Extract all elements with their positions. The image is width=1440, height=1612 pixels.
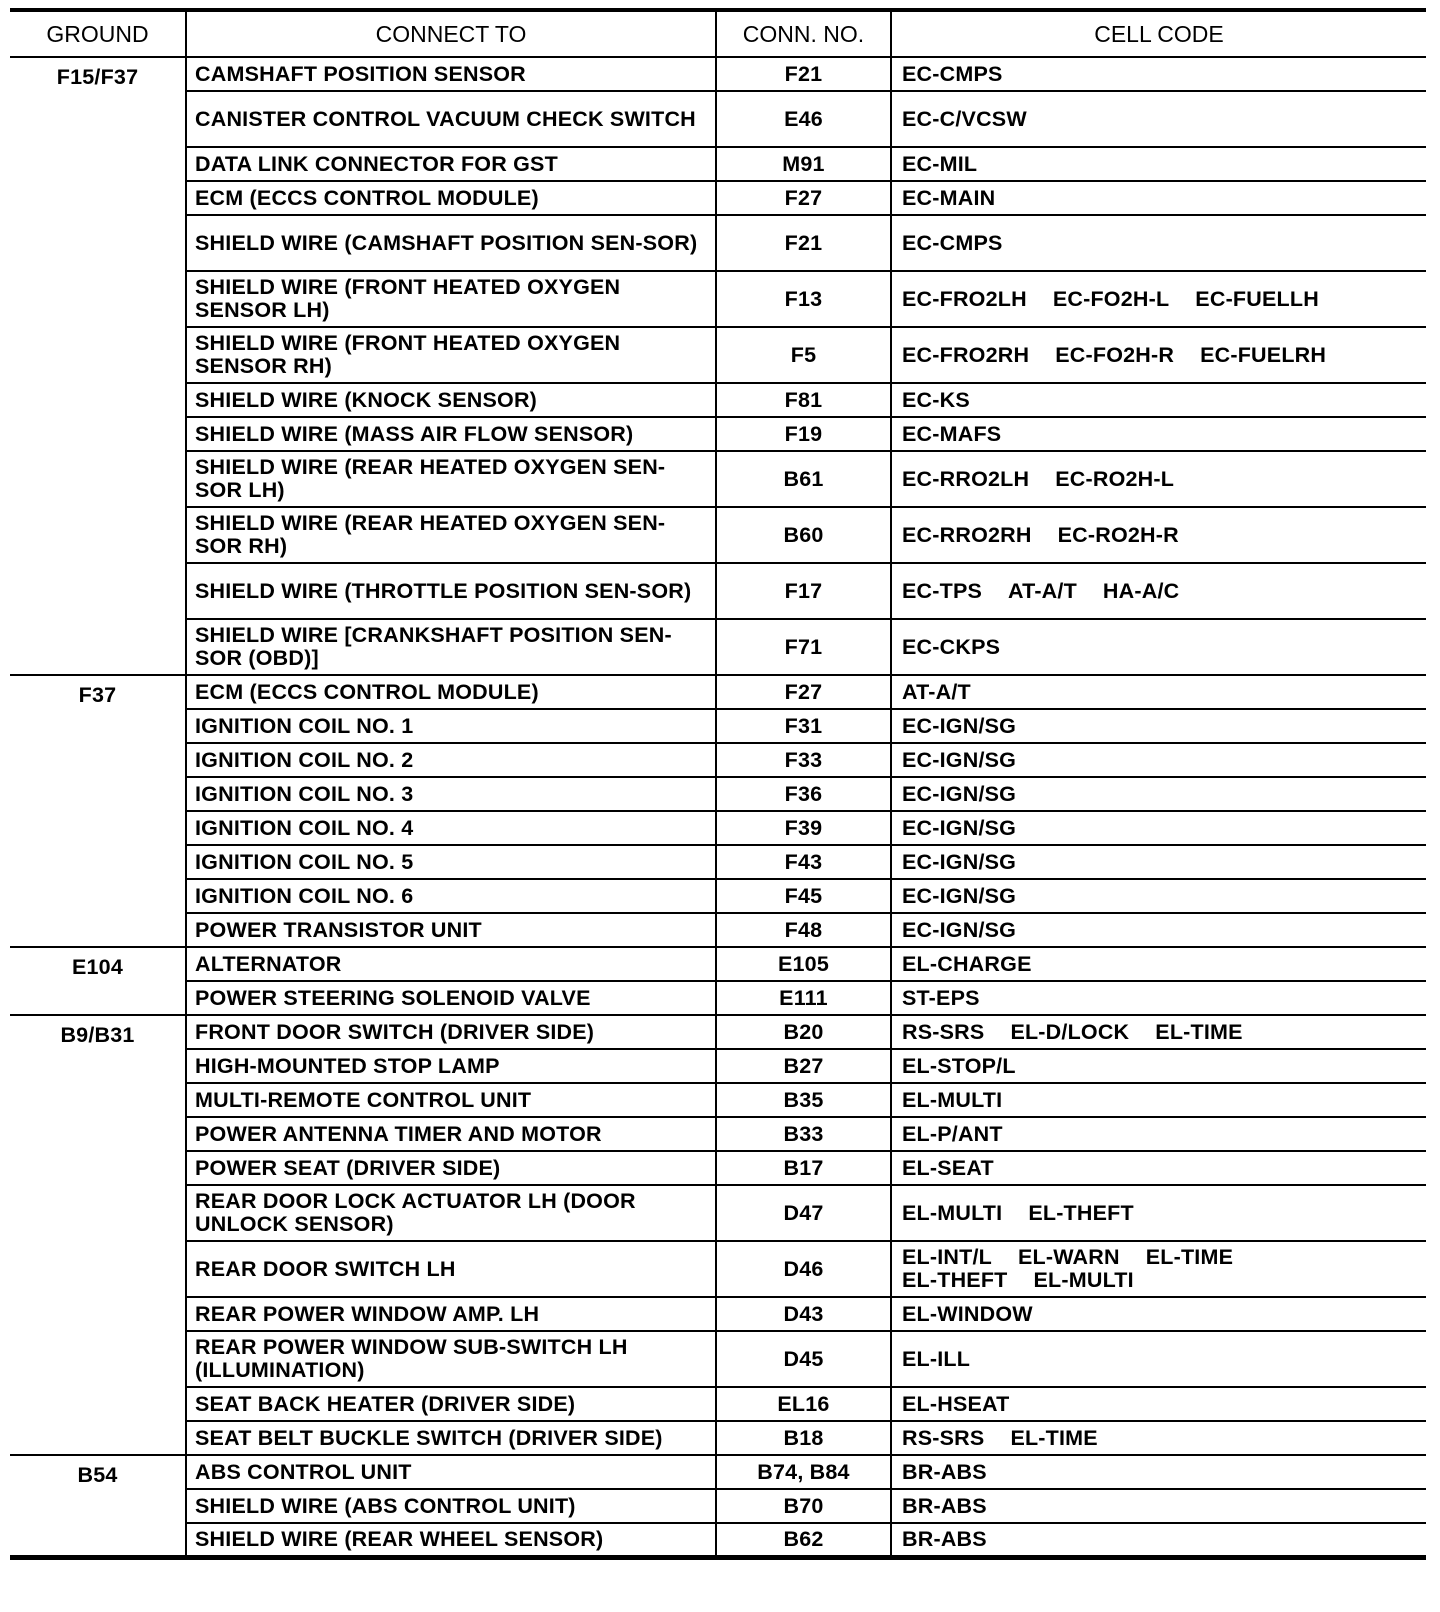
cell-code-cell — [891, 1241, 1426, 1297]
cell-code-line — [902, 524, 1418, 547]
table-row — [10, 743, 1426, 777]
ground-cell: B9/B31 — [10, 1015, 186, 1455]
conn-no-cell: B33 — [716, 1117, 891, 1151]
ground-distribution-table — [10, 8, 1426, 1560]
cell-code: EC-MAIN — [902, 185, 996, 210]
conn-no-cell: F5 — [716, 327, 891, 383]
header-row — [10, 10, 1426, 57]
table-row — [10, 181, 1426, 215]
cell-code: EC-MAFS — [902, 421, 1002, 446]
connect-to-cell: ECM (ECCS CONTROL MODULE) — [186, 675, 716, 709]
cell-code: EC-RRO2LH — [902, 466, 1030, 491]
cell-code: EC-KS — [902, 387, 970, 412]
table-row — [10, 507, 1426, 563]
cell-code: EC-CKPS — [902, 634, 1001, 659]
header-conn-no: CONN. NO. — [716, 10, 891, 57]
connect-to-cell: POWER STEERING SOLENOID VALVE — [186, 981, 716, 1015]
cell-code-line — [902, 681, 1418, 704]
connect-to-cell: SHIELD WIRE (FRONT HEATED OXYGEN SENSOR RH) — [186, 327, 716, 383]
cell-code-cell — [891, 91, 1426, 147]
cell-code-cell — [891, 271, 1426, 327]
cell-code: EC-MIL — [902, 151, 978, 176]
connect-to-cell: ECM (ECCS CONTROL MODULE) — [186, 181, 716, 215]
table-row — [10, 675, 1426, 709]
cell-code: AT-A/T — [1008, 578, 1077, 603]
cell-code: HA-A/C — [1102, 578, 1180, 603]
cell-code: EC-IGN/SG — [902, 713, 1017, 738]
table-row — [10, 709, 1426, 743]
table-row — [10, 1151, 1426, 1185]
cell-code-line — [902, 953, 1418, 976]
cell-code-line — [902, 580, 1418, 603]
conn-no-cell: F39 — [716, 811, 891, 845]
cell-code-cell — [891, 57, 1426, 91]
cell-code: EC-IGN/SG — [902, 917, 1017, 942]
cell-code-line — [902, 63, 1418, 86]
cell-code: AT-A/T — [902, 679, 971, 704]
cell-code-line — [902, 187, 1418, 210]
cell-code: EL-D/LOCK — [1010, 1019, 1130, 1044]
cell-code: BR-ABS — [902, 1459, 987, 1484]
table-row — [10, 91, 1426, 147]
connect-to-cell: SHIELD WIRE (MASS AIR FLOW SENSOR) — [186, 417, 716, 451]
conn-no-cell: B17 — [716, 1151, 891, 1185]
table-row — [10, 1297, 1426, 1331]
connect-to-cell: SHIELD WIRE (CAMSHAFT POSITION SEN-SOR) — [186, 215, 716, 271]
connect-to-cell: IGNITION COIL NO. 5 — [186, 845, 716, 879]
cell-code-line — [902, 1393, 1418, 1416]
table-row — [10, 1117, 1426, 1151]
cell-code-line — [902, 885, 1418, 908]
cell-code: EC-IGN/SG — [902, 849, 1017, 874]
ground-cell: B54 — [10, 1455, 186, 1557]
cell-code-line — [902, 1303, 1418, 1326]
connect-to-cell: SHIELD WIRE (REAR WHEEL SENSOR) — [186, 1523, 716, 1557]
table-row — [10, 327, 1426, 383]
cell-code-line — [902, 344, 1418, 367]
connect-to-cell: POWER TRANSISTOR UNIT — [186, 913, 716, 947]
ground-cell: F37 — [10, 675, 186, 947]
cell-code-line — [902, 153, 1418, 176]
table-row — [10, 1331, 1426, 1387]
cell-code: BR-ABS — [902, 1526, 987, 1551]
cell-code-cell — [891, 563, 1426, 619]
cell-code-cell — [891, 1185, 1426, 1241]
table-body — [10, 57, 1426, 1557]
cell-code-cell — [891, 1151, 1426, 1185]
cell-code-line — [902, 108, 1418, 131]
cell-code: EL-CHARGE — [902, 951, 1032, 976]
conn-no-cell: D45 — [716, 1331, 891, 1387]
cell-code-cell — [891, 417, 1426, 451]
connect-to-cell: HIGH-MOUNTED STOP LAMP — [186, 1049, 716, 1083]
cell-code: EL-WINDOW — [902, 1301, 1033, 1326]
connect-to-cell: REAR DOOR SWITCH LH — [186, 1241, 716, 1297]
cell-code: EC-IGN/SG — [902, 747, 1017, 772]
cell-code: EL-MULTI — [902, 1200, 1003, 1225]
cell-code-line — [902, 1495, 1418, 1518]
table-row — [10, 1241, 1426, 1297]
connect-to-cell: REAR POWER WINDOW AMP. LH — [186, 1297, 716, 1331]
cell-code-cell — [891, 709, 1426, 743]
header-ground: GROUND — [10, 10, 186, 57]
cell-code: EL-P/ANT — [902, 1121, 1003, 1146]
cell-code: EC-FRO2RH — [902, 342, 1030, 367]
conn-no-cell: M91 — [716, 147, 891, 181]
conn-no-cell: B20 — [716, 1015, 891, 1049]
cell-code: EC-FUELLH — [1195, 286, 1319, 311]
conn-no-cell: D43 — [716, 1297, 891, 1331]
cell-code-line — [902, 851, 1418, 874]
conn-no-cell: B18 — [716, 1421, 891, 1455]
cell-code: RS-SRS — [902, 1019, 985, 1044]
connect-to-cell: SHIELD WIRE (REAR HEATED OXYGEN SEN-SOR LH) — [186, 451, 716, 507]
conn-no-cell: E105 — [716, 947, 891, 981]
table-row — [10, 777, 1426, 811]
cell-code: EC-C/VCSW — [902, 106, 1027, 131]
cell-code-cell — [891, 777, 1426, 811]
connect-to-cell: SHIELD WIRE (KNOCK SENSOR) — [186, 383, 716, 417]
cell-code-line — [902, 468, 1418, 491]
cell-code-cell — [891, 507, 1426, 563]
cell-code-cell — [891, 451, 1426, 507]
cell-code-cell — [891, 675, 1426, 709]
cell-code-cell — [891, 1421, 1426, 1455]
table-row — [10, 1387, 1426, 1421]
conn-no-cell: F27 — [716, 675, 891, 709]
connect-to-cell: IGNITION COIL NO. 6 — [186, 879, 716, 913]
cell-code-line — [902, 1427, 1418, 1450]
cell-code: BR-ABS — [902, 1493, 987, 1518]
cell-code-cell — [891, 181, 1426, 215]
conn-no-cell: F48 — [716, 913, 891, 947]
cell-code: EC-RO2H-R — [1057, 522, 1179, 547]
connect-to-cell: MULTI-REMOTE CONTROL UNIT — [186, 1083, 716, 1117]
cell-code-cell — [891, 811, 1426, 845]
conn-no-cell: F27 — [716, 181, 891, 215]
connect-to-cell: ABS CONTROL UNIT — [186, 1455, 716, 1489]
cell-code: EL-STOP/L — [902, 1053, 1016, 1078]
cell-code-line — [902, 1461, 1418, 1484]
cell-code: RS-SRS — [902, 1425, 985, 1450]
table-row — [10, 57, 1426, 91]
cell-code-line — [902, 1157, 1418, 1180]
cell-code-cell — [891, 1117, 1426, 1151]
cell-code-cell — [891, 383, 1426, 417]
table-row — [10, 271, 1426, 327]
conn-no-cell: E46 — [716, 91, 891, 147]
conn-no-cell: B35 — [716, 1083, 891, 1117]
table-row — [10, 451, 1426, 507]
cell-code: EL-SEAT — [902, 1155, 994, 1180]
cell-code-line — [902, 1021, 1418, 1044]
cell-code-line — [902, 1055, 1418, 1078]
cell-code: EL-MULTI — [1033, 1268, 1134, 1292]
cell-code-cell — [891, 1049, 1426, 1083]
cell-code: EC-FUELRH — [1200, 342, 1327, 367]
conn-no-cell: F45 — [716, 879, 891, 913]
cell-code-cell — [891, 215, 1426, 271]
cell-code-line — [902, 919, 1418, 942]
cell-code-cell — [891, 743, 1426, 777]
conn-no-cell: F33 — [716, 743, 891, 777]
cell-code-line — [902, 288, 1418, 311]
cell-code: EC-TPS — [902, 578, 983, 603]
table-row — [10, 417, 1426, 451]
cell-code: EC-IGN/SG — [902, 815, 1017, 840]
cell-code-cell — [891, 947, 1426, 981]
cell-code: EL-THEFT — [1028, 1200, 1134, 1225]
cell-code-line — [902, 1123, 1418, 1146]
cell-code: EL-WARN — [1017, 1245, 1120, 1269]
table-row — [10, 981, 1426, 1015]
cell-code: EC-RRO2RH — [902, 522, 1032, 547]
cell-code-cell — [891, 1083, 1426, 1117]
conn-no-cell: B61 — [716, 451, 891, 507]
cell-code-line — [902, 1528, 1418, 1551]
ground-distribution-table-sheet — [10, 8, 1426, 1560]
conn-no-cell: B74, B84 — [716, 1455, 891, 1489]
conn-no-cell: F17 — [716, 563, 891, 619]
table-row — [10, 1185, 1426, 1241]
table-row — [10, 1455, 1426, 1489]
cell-code-cell — [891, 147, 1426, 181]
cell-code-line — [902, 1348, 1418, 1371]
cell-code-cell — [891, 1015, 1426, 1049]
table-row — [10, 811, 1426, 845]
cell-code-cell — [891, 1297, 1426, 1331]
cell-code-cell — [891, 619, 1426, 675]
cell-code: EL-TIME — [1155, 1019, 1243, 1044]
table-row — [10, 913, 1426, 947]
cell-code-line — [902, 423, 1418, 446]
cell-code-line — [902, 817, 1418, 840]
connect-to-cell: SHIELD WIRE (ABS CONTROL UNIT) — [186, 1489, 716, 1523]
cell-code-cell — [891, 327, 1426, 383]
connect-to-cell: SEAT BELT BUCKLE SWITCH (DRIVER SIDE) — [186, 1421, 716, 1455]
conn-no-cell: F21 — [716, 57, 891, 91]
cell-code-cell — [891, 1331, 1426, 1387]
ground-cell: F15/F37 — [10, 57, 186, 675]
connect-to-cell: SHIELD WIRE (FRONT HEATED OXYGEN SENSOR LH) — [186, 271, 716, 327]
cell-code: EC-IGN/SG — [902, 781, 1017, 806]
cell-code-line — [902, 783, 1418, 806]
cell-code: EC-FO2H-L — [1052, 286, 1170, 311]
connect-to-cell: SHIELD WIRE (REAR HEATED OXYGEN SEN-SOR RH) — [186, 507, 716, 563]
table-row — [10, 563, 1426, 619]
conn-no-cell: B70 — [716, 1489, 891, 1523]
cell-code: EC-CMPS — [902, 230, 1003, 255]
cell-code: EL-TIME — [1010, 1425, 1098, 1450]
connect-to-cell: IGNITION COIL NO. 3 — [186, 777, 716, 811]
connect-to-cell: IGNITION COIL NO. 4 — [186, 811, 716, 845]
conn-no-cell: B60 — [716, 507, 891, 563]
cell-code: EL-THEFT — [902, 1268, 1008, 1292]
cell-code-cell — [891, 879, 1426, 913]
cell-code: EL-MULTI — [902, 1087, 1003, 1112]
cell-code-line — [902, 1089, 1418, 1112]
cell-code: EL-TIME — [1145, 1245, 1234, 1269]
cell-code-cell — [891, 1523, 1426, 1557]
conn-no-cell: F19 — [716, 417, 891, 451]
table-row — [10, 215, 1426, 271]
conn-no-cell: F36 — [716, 777, 891, 811]
conn-no-cell: B27 — [716, 1049, 891, 1083]
table-row — [10, 1489, 1426, 1523]
cell-code-cell — [891, 1489, 1426, 1523]
connect-to-cell: CAMSHAFT POSITION SENSOR — [186, 57, 716, 91]
cell-code-line — [902, 749, 1418, 772]
cell-code: EL-ILL — [902, 1346, 971, 1371]
conn-no-cell: F31 — [716, 709, 891, 743]
cell-code-line — [902, 1246, 1418, 1269]
connect-to-cell: POWER ANTENNA TIMER AND MOTOR — [186, 1117, 716, 1151]
cell-code: EC-RO2H-L — [1055, 466, 1175, 491]
cell-code: EC-CMPS — [902, 61, 1003, 86]
connect-to-cell: IGNITION COIL NO. 1 — [186, 709, 716, 743]
connect-to-cell: ALTERNATOR — [186, 947, 716, 981]
table-row — [10, 879, 1426, 913]
cell-code: EL-INT/L — [902, 1245, 992, 1269]
table-row — [10, 845, 1426, 879]
connect-to-cell: FRONT DOOR SWITCH (DRIVER SIDE) — [186, 1015, 716, 1049]
table-row — [10, 947, 1426, 981]
cell-code-cell — [891, 1455, 1426, 1489]
conn-no-cell: D46 — [716, 1241, 891, 1297]
connect-to-cell: SHIELD WIRE (THROTTLE POSITION SEN-SOR) — [186, 563, 716, 619]
table-row — [10, 147, 1426, 181]
ground-cell: E104 — [10, 947, 186, 1015]
cell-code-line — [902, 987, 1418, 1010]
table-row — [10, 619, 1426, 675]
cell-code-line — [902, 636, 1418, 659]
header-connect-to: CONNECT TO — [186, 10, 716, 57]
cell-code: EL-HSEAT — [902, 1391, 1010, 1416]
connect-to-cell: DATA LINK CONNECTOR FOR GST — [186, 147, 716, 181]
cell-code-cell — [891, 1387, 1426, 1421]
conn-no-cell: B62 — [716, 1523, 891, 1557]
conn-no-cell: F13 — [716, 271, 891, 327]
connect-to-cell: SEAT BACK HEATER (DRIVER SIDE) — [186, 1387, 716, 1421]
table-row — [10, 1083, 1426, 1117]
cell-code-line — [902, 1269, 1418, 1292]
conn-no-cell: F71 — [716, 619, 891, 675]
connect-to-cell: POWER SEAT (DRIVER SIDE) — [186, 1151, 716, 1185]
connect-to-cell: IGNITION COIL NO. 2 — [186, 743, 716, 777]
header-cell-code: CELL CODE — [891, 10, 1426, 57]
conn-no-cell: F81 — [716, 383, 891, 417]
cell-code-cell — [891, 845, 1426, 879]
table-row — [10, 1015, 1426, 1049]
connect-to-cell: REAR DOOR LOCK ACTUATOR LH (DOOR UNLOCK SENSOR) — [186, 1185, 716, 1241]
table-row — [10, 1421, 1426, 1455]
cell-code-line — [902, 232, 1418, 255]
cell-code-line — [902, 389, 1418, 412]
cell-code: EC-IGN/SG — [902, 883, 1017, 908]
table-row — [10, 1523, 1426, 1557]
conn-no-cell: D47 — [716, 1185, 891, 1241]
conn-no-cell: F43 — [716, 845, 891, 879]
connect-to-cell: CANISTER CONTROL VACUUM CHECK SWITCH — [186, 91, 716, 147]
cell-code-cell — [891, 913, 1426, 947]
cell-code: EC-FRO2LH — [902, 286, 1027, 311]
table-row — [10, 383, 1426, 417]
conn-no-cell: E111 — [716, 981, 891, 1015]
cell-code-line — [902, 1202, 1418, 1225]
connect-to-cell: REAR POWER WINDOW SUB-SWITCH LH (ILLUMINATION) — [186, 1331, 716, 1387]
cell-code: ST-EPS — [902, 985, 980, 1010]
cell-code: EC-FO2H-R — [1055, 342, 1175, 367]
table-row — [10, 1049, 1426, 1083]
conn-no-cell: F21 — [716, 215, 891, 271]
cell-code-cell — [891, 981, 1426, 1015]
conn-no-cell: EL16 — [716, 1387, 891, 1421]
cell-code-line — [902, 715, 1418, 738]
connect-to-cell: SHIELD WIRE [CRANKSHAFT POSITION SEN-SOR (OBD)] — [186, 619, 716, 675]
